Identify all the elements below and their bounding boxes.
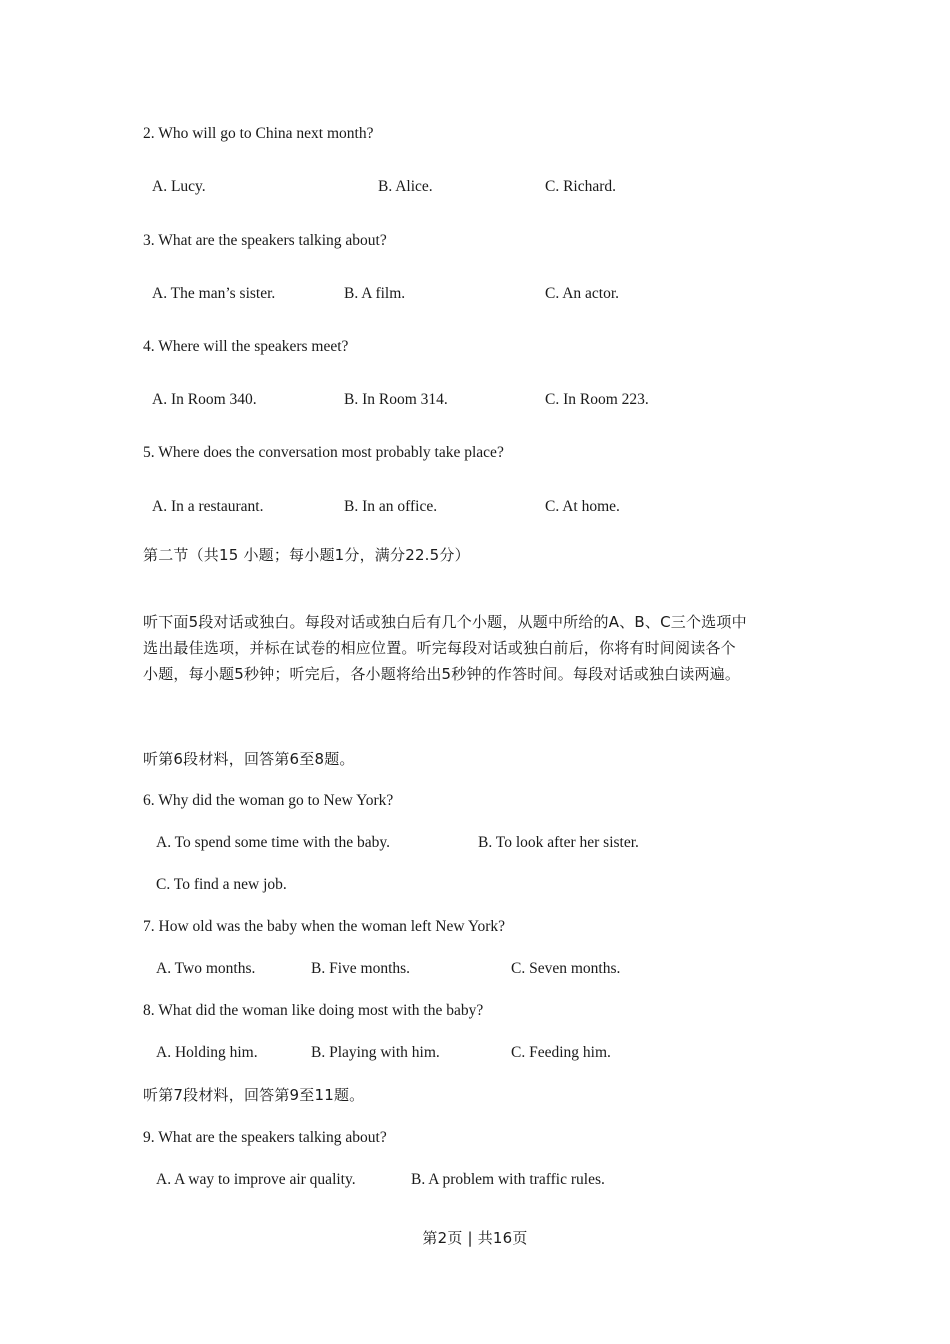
question-8-stem: 8. What did the woman like doing most with the baby? (143, 1002, 484, 1019)
question-6-option-a: A. To spend some time with the baby. (156, 834, 390, 851)
question-4-option-c: C. In Room 223. (545, 391, 649, 408)
question-2-option-b: B. Alice. (378, 178, 433, 195)
instructions-line-3: 小题，每小题5秒钟；听完后，各小题将给出5秒钟的作答时间。每段对话或独白读两遍。 (143, 665, 741, 683)
question-6-option-c: C. To find a new job. (156, 876, 287, 893)
question-7-stem: 7. How old was the baby when the woman left New York? (143, 918, 506, 935)
question-9-option-a: A. A way to improve air quality. (156, 1171, 356, 1188)
question-3-option-a: A. The man’s sister. (152, 285, 276, 302)
question-4-option-b: B. In Room 314. (344, 391, 448, 408)
question-3-stem: 3. What are the speakers talking about? (143, 232, 387, 249)
question-8-option-c: C. Feeding him. (511, 1044, 611, 1061)
question-8-option-b: B. Playing with him. (311, 1044, 440, 1061)
question-7-option-a: A. Two months. (156, 960, 256, 977)
question-4-stem: 4. Where will the speakers meet? (143, 338, 349, 355)
question-8-option-a: A. Holding him. (156, 1044, 258, 1061)
question-5-option-a: A. In a restaurant. (152, 498, 264, 515)
question-3-option-b: B. A film. (344, 285, 406, 302)
question-4-option-a: A. In Room 340. (152, 391, 257, 408)
question-6-stem: 6. Why did the woman go to New York? (143, 792, 394, 809)
question-3-option-c: C. An actor. (545, 285, 620, 302)
instructions-line-1: 听下面5段对话或独白。每段对话或独白后有几个小题，从题中所给的A、B、C三个选项中 (143, 613, 747, 631)
question-9-option-b: B. A problem with traffic rules. (411, 1171, 605, 1188)
question-5-option-b: B. In an office. (344, 498, 438, 515)
material-7-heading: 听第7段材料，回答第9至11题。 (143, 1086, 365, 1104)
question-2-option-c: C. Richard. (545, 178, 617, 195)
question-5-option-c: C. At home. (545, 498, 620, 515)
question-6-option-b: B. To look after her sister. (478, 834, 639, 851)
question-2-option-a: A. Lucy. (152, 178, 206, 195)
question-7-option-c: C. Seven months. (511, 960, 621, 977)
instructions-line-2: 选出最佳选项，并标在试卷的相应位置。听完每段对话或独白前后，你将有时间阅读各个 (143, 639, 736, 657)
question-7-option-b: B. Five months. (311, 960, 411, 977)
question-5-stem: 5. Where does the conversation most probably take place? (143, 444, 504, 461)
question-2-stem: 2. Who will go to China next month? (143, 125, 374, 142)
question-9-stem: 9. What are the speakers talking about? (143, 1129, 387, 1146)
page-footer: 第2页 | 共16页 (422, 1229, 528, 1247)
section-2-heading: 第二节（共15 小题；每小题1分，满分22.5分） (143, 546, 470, 564)
material-6-heading: 听第6段材料，回答第6至8题。 (143, 750, 355, 768)
